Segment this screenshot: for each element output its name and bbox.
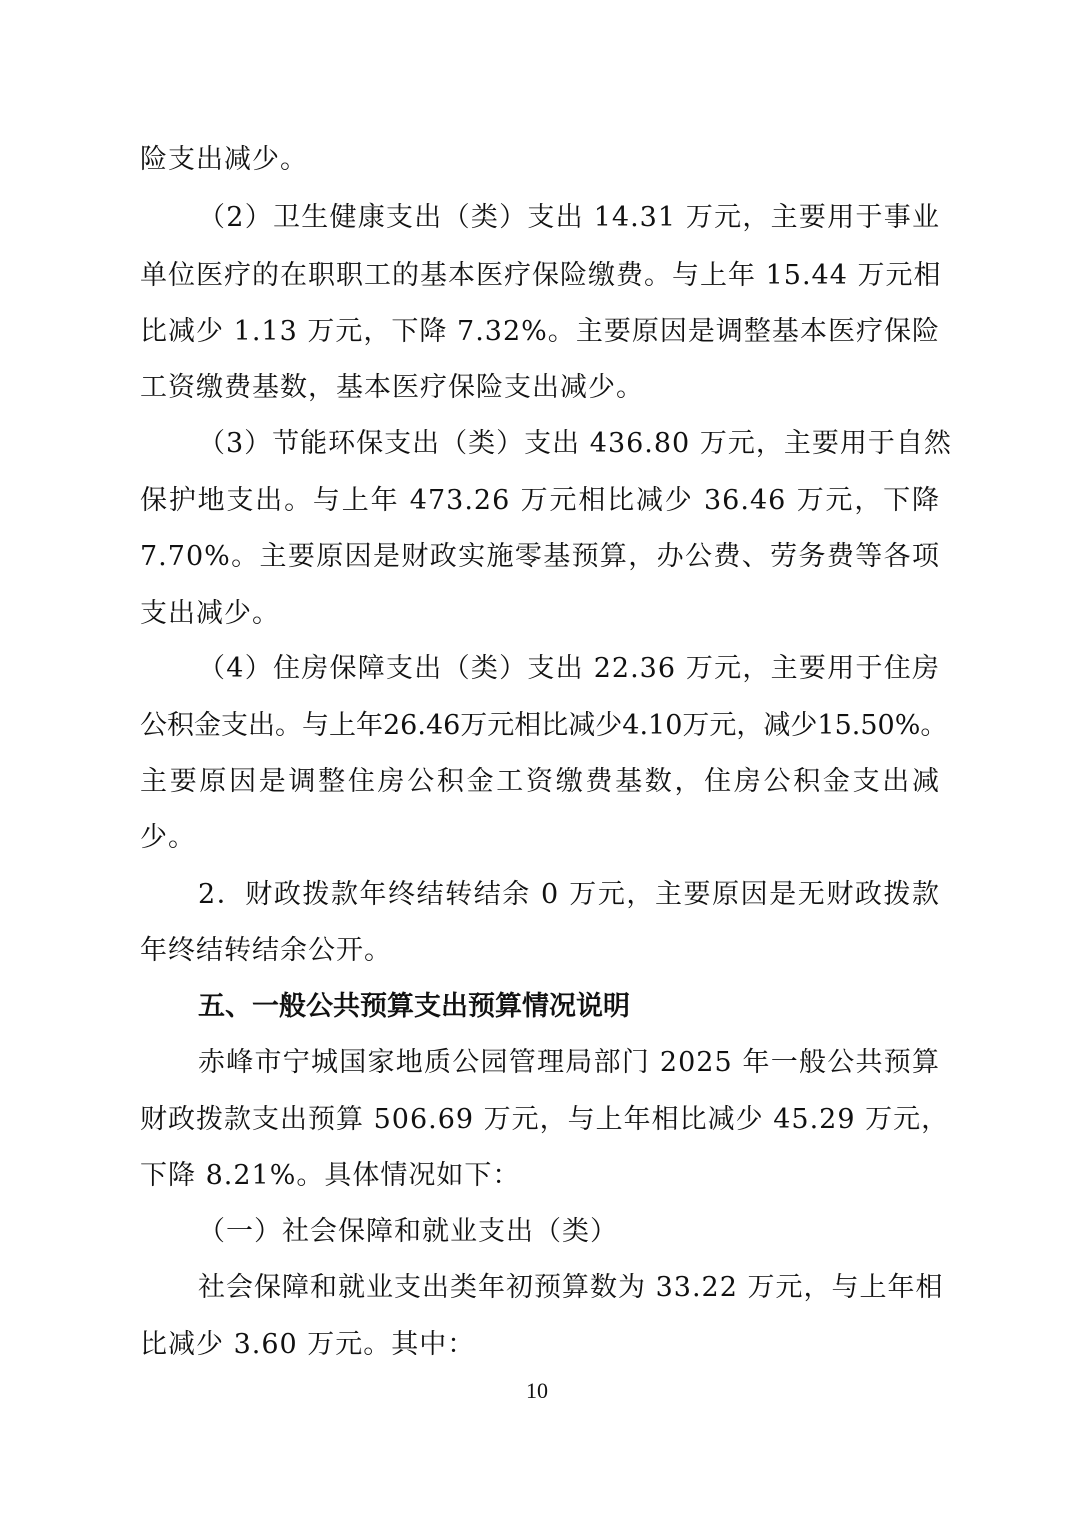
text-line: 比减少 1.13 万元，下降 7.32%。主要原因是调整基本医疗保险 <box>140 316 940 347</box>
text-line: 公积金支出。与上年26.46万元相比减少4.10万元，减少15.50%。 <box>140 710 948 741</box>
text-line: 财政拨款支出预算 506.69 万元，与上年相比减少 45.29 万元， <box>140 1104 950 1135</box>
text-line: （2）卫生健康支出（类）支出 14.31 万元，主要用于事业 <box>198 202 940 233</box>
text-line: 赤峰市宁城国家地质公园管理局部门 2025 年一般公共预算 <box>198 1047 940 1078</box>
text-line: 下降 8.21%。具体情况如下： <box>140 1160 521 1191</box>
section-heading: 五、一般公共预算支出预算情况说明 <box>198 991 630 1022</box>
page-number: 10 <box>526 1378 548 1403</box>
text-line: 主要原因是调整住房公积金工资缴费基数，住房公积金支出减 <box>140 766 940 797</box>
text-line: 保护地支出。与上年 473.26 万元相比减少 36.46 万元，下降 <box>140 485 940 516</box>
text-line: （3）节能环保支出（类）支出 436.80 万元，主要用于自然 <box>198 428 952 459</box>
text-line: （4）住房保障支出（类）支出 22.36 万元，主要用于住房 <box>198 653 940 684</box>
text-line: 支出减少。 <box>140 598 280 629</box>
text-line: 比减少 3.60 万元。其中： <box>140 1329 476 1360</box>
text-line: 年终结转结余公开。 <box>140 935 392 966</box>
text-line: 险支出减少。 <box>140 144 308 175</box>
text-line: 2．财政拨款年终结转结余 0 万元，主要原因是无财政拨款 <box>198 879 940 910</box>
text-line: 单位医疗的在职职工的基本医疗保险缴费。与上年 15.44 万元相 <box>140 260 942 291</box>
text-line: 少。 <box>140 822 196 853</box>
text-line: 社会保障和就业支出类年初预算数为 33.22 万元，与上年相 <box>198 1272 944 1303</box>
subsection-heading: （一）社会保障和就业支出（类） <box>198 1216 618 1247</box>
text-line: 7.70%。主要原因是财政实施零基预算，办公费、劳务费等各项 <box>140 541 940 572</box>
text-line: 工资缴费基数，基本医疗保险支出减少。 <box>140 372 644 403</box>
